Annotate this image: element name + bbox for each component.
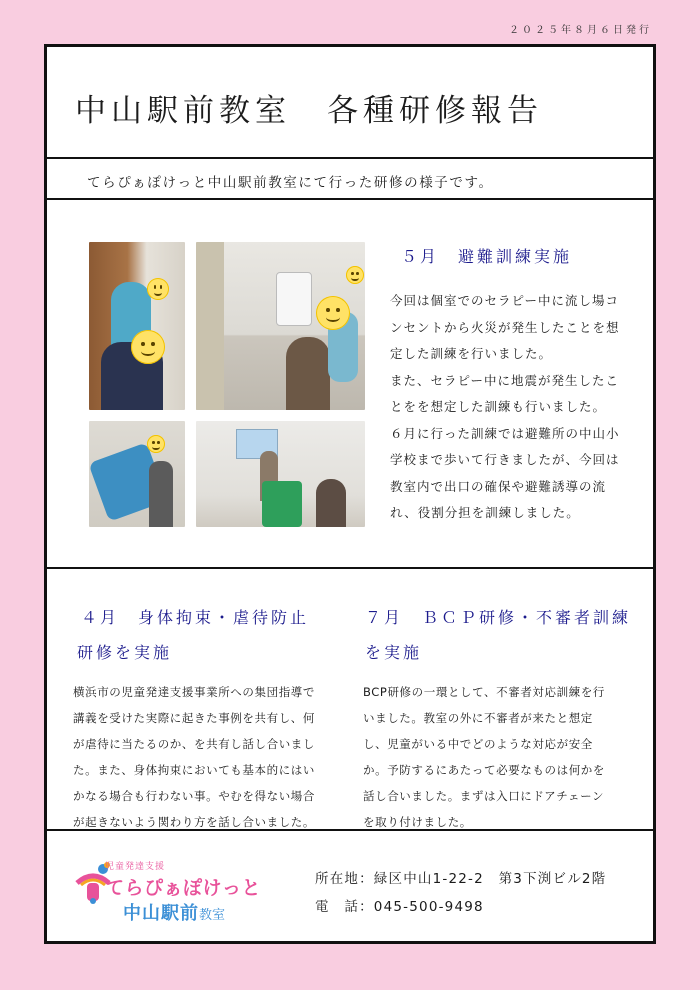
privacy-smiley-icon: [346, 266, 364, 284]
april-line: が起きないよう関わり方を話し合いました。: [73, 815, 315, 829]
april-heading: [77, 600, 309, 670]
april-heading-line: ４月 身体拘束・虐待防止: [81, 608, 310, 627]
photo-evacuation-hood-children: [89, 242, 185, 410]
may-heading: ５月 避難訓練実施: [401, 247, 573, 266]
may-line: 学校まで歩いて行きましたが、今回は: [390, 452, 620, 467]
privacy-smiley-icon: [147, 278, 169, 300]
logo-tagline: 児童発達支援: [105, 862, 166, 872]
may-line: 教室内で出口の確保や避難誘導の流: [390, 478, 607, 494]
divider: [47, 157, 653, 159]
privacy-smiley-icon: [316, 296, 350, 330]
address-text: 所在地：緑区中山1-22-2 第3下渕ビル2階: [315, 871, 607, 887]
july-line: か。予防するにあたって必要なものは何かを: [363, 763, 605, 777]
july-line: BCP研修の一環として、不審者対応訓練を行: [363, 685, 606, 699]
privacy-smiley-icon: [131, 330, 165, 364]
report-frame: [44, 44, 656, 944]
brand-logo: [73, 853, 283, 933]
april-line: 講義を受けた実際に起きた事例を共有し、何: [73, 711, 315, 725]
photo-child-with-hood: [89, 421, 185, 527]
may-line: ６月に行った訓練では避難所の中山小: [390, 425, 620, 441]
july-heading-line: を実施: [365, 643, 423, 662]
phone-text: 電 話：045-500-9498: [315, 899, 484, 915]
may-body: [390, 288, 620, 527]
photo-classroom-training: [196, 421, 365, 527]
april-line: 横浜市の児童発達支援事業所への集団指導で: [73, 685, 315, 699]
may-line: また、セラピー中に地震が発生したこ: [390, 372, 620, 388]
divider: [47, 829, 653, 831]
may-line: 定した訓練を行いました。: [390, 346, 553, 361]
may-line: 今回は個室でのセラピー中に流し場コ: [390, 293, 620, 308]
logo-classroom-suffix: 教室: [199, 908, 226, 923]
april-heading-line: 研修を実施: [77, 643, 173, 662]
july-line: し、児童がいる中でどのような対応が安全: [363, 737, 593, 751]
divider: [47, 198, 653, 200]
issue-date: ２０２５年８月６日発行: [509, 25, 652, 36]
july-line: を取り付けました。: [363, 815, 472, 829]
divider: [47, 567, 653, 569]
april-line: が虐待に当たるのか、を共有し話し合いまし: [73, 737, 315, 751]
july-line: 話し合いました。まずは入口にドアチェーン: [363, 789, 605, 803]
page-title: 中山駅前教室 各種研修報告: [75, 93, 543, 129]
logo-brand: てらぴぁぽけっと: [105, 877, 262, 899]
logo-classroom-name: 中山駅前: [123, 903, 199, 924]
photo-therapy-room-evacuation: [196, 242, 365, 410]
logo-classroom: [123, 899, 225, 925]
april-body: [73, 679, 315, 835]
intro-text: てらぴぁぽけっと中山駅前教室にて行った研修の様子です。: [87, 175, 494, 191]
july-heading-line: ７月 ＢＣＰ研修・不審者訓練: [365, 608, 632, 627]
july-heading: [365, 600, 631, 670]
july-line: いました。教室の外に不審者が来たと想定: [363, 711, 593, 725]
april-line: た。また、身体拘束においても基本的にはい: [73, 763, 315, 777]
may-line: れ、役割分担を訓練しました。: [390, 505, 580, 520]
july-body: [363, 679, 605, 835]
may-line: ンセントから火災が発生したことを想: [390, 319, 620, 335]
may-line: とをを想定した訓練も行いました。: [390, 399, 607, 414]
april-line: かなる場合も行わない事。やむを得ない場合: [73, 789, 315, 803]
privacy-smiley-icon: [147, 435, 165, 453]
